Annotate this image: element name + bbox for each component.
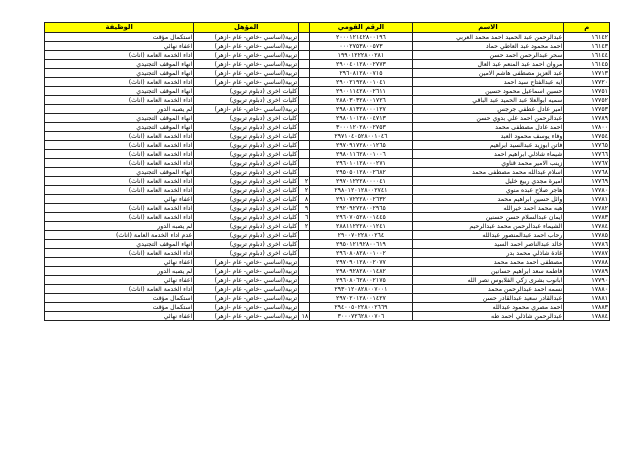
cell-job: اداء الخدمة العامة (اناث) bbox=[45, 186, 194, 195]
cell-national-id: ٢٩٨٠١٠١٢٨٠٠٤٧١٣ bbox=[310, 114, 412, 123]
cell-national-id: ٢٩٧٠٢٠١٢٨٠٠١٤٢٧ bbox=[310, 294, 412, 303]
table-row bbox=[45, 177, 610, 186]
cell-name: اسلام عبدالله محمد مصطفى محمد bbox=[412, 168, 564, 177]
cell-national-id: ٢٩٨٠٩٢٨٢٨٠٠١٤٨٢ bbox=[310, 267, 412, 276]
cell-code: ١٧٨٨١ bbox=[564, 294, 610, 303]
cell-job: انهاء الموقف التجنيدي bbox=[45, 87, 194, 96]
cell-qualification: كليات اخرى (دبلوم تربوي) bbox=[194, 141, 299, 150]
cell-qualification: تربية(اساسي -خاص- عام -ازهر) bbox=[194, 267, 299, 276]
cell-mark: ٢ bbox=[299, 222, 310, 231]
cell-job: اداء الخدمة العامة (اناث) bbox=[45, 78, 194, 87]
cell-mark bbox=[299, 303, 310, 312]
cell-code: ١٧٧٦٩ bbox=[564, 177, 610, 186]
table-row bbox=[45, 186, 610, 195]
cell-code: ١٧٧٥٣ bbox=[564, 105, 610, 114]
cell-qualification: تربية(اساسي -خاص- عام -ازهر) bbox=[194, 303, 299, 312]
cell-qualification: تربية(اساسي -خاص- عام -ازهر) bbox=[194, 312, 299, 321]
cell-national-id: ٢٩٥٠٥٠١٢٨٠٠٢٦٨٢ bbox=[310, 168, 412, 177]
cell-qualification: تربية(اساسي -خاص- عام -ازهر) bbox=[194, 69, 299, 78]
cell-job: اداء الخدمة العامة (اناث) bbox=[45, 177, 194, 186]
cell-name: وفاء يوسف محمود العبد bbox=[412, 132, 564, 141]
table-row bbox=[45, 114, 610, 123]
cell-mark bbox=[299, 141, 310, 150]
cell-name: احمد محمود عبد العاطي حماد bbox=[412, 42, 564, 51]
cell-national-id: ٢٩٠٠٢١٩٢٨٠٠١٠٤١ bbox=[310, 78, 412, 87]
table-row bbox=[45, 276, 610, 285]
cell-name: هبه محمد احمد خيرالله bbox=[412, 204, 564, 213]
cell-name: شيماء شاذلي ابراهيم احمد bbox=[412, 150, 564, 159]
cell-qualification: تربية(اساسي -خاص- عام -ازهر) bbox=[194, 42, 299, 51]
cell-mark: ٦ bbox=[299, 213, 310, 222]
cell-name: الشيماء عبدالرحمن محمد عبدالرحيم bbox=[412, 222, 564, 231]
cell-national-id: ٢٨٨١١٢٢٢٨٠٠١٢٤١ bbox=[310, 222, 412, 231]
cell-code: ١٧٧٨٧ bbox=[564, 249, 610, 258]
cell-mark bbox=[299, 150, 310, 159]
cell-name: هاجر صلاح عبده منوي bbox=[412, 186, 564, 195]
cell-qualification: كليات اخرى (دبلوم تربوي) bbox=[194, 213, 299, 222]
cell-job: انهاء الموقف التجنيدي bbox=[45, 114, 194, 123]
cell-mark bbox=[299, 294, 310, 303]
table-row bbox=[45, 267, 610, 276]
cell-job: انهاء الموقف التجنيدي bbox=[45, 240, 194, 249]
cell-mark bbox=[299, 114, 310, 123]
cell-mark bbox=[299, 33, 310, 42]
cell-mark: ٢ bbox=[299, 186, 310, 195]
cell-job: عدم اداء الخدمة العامة (اناث) bbox=[45, 231, 194, 240]
cell-national-id: ٢٩٤٠٠٥٠٢٢٨٠٠٢٦٦٩ bbox=[310, 303, 412, 312]
cell-job: انهاء الموقف التجنيدي bbox=[45, 168, 194, 177]
cell-code: ١٧٨٨٠ bbox=[564, 285, 610, 294]
cell-qualification: كليات اخرى (دبلوم تربوي) bbox=[194, 87, 299, 96]
cell-job: انهاء الموقف التجنيدي bbox=[45, 69, 194, 78]
cell-qualification: تربية(اساسي -خاص- عام -ازهر) bbox=[194, 33, 299, 42]
cell-code: ١٧٧٦٨ bbox=[564, 168, 610, 177]
cell-mark bbox=[299, 276, 310, 285]
cell-qualification: كليات اخرى (دبلوم تربوي) bbox=[194, 168, 299, 177]
cell-national-id: ٢٩٧٠٩٠١٢٨٠٠٢٠٧٧ bbox=[310, 258, 412, 267]
cell-name: رحاب احمد عبدالمنصور عبدالله bbox=[412, 231, 564, 240]
cell-qualification: كليات اخرى (دبلوم تربوي) bbox=[194, 159, 299, 168]
cell-national-id: ٢٩١٠٧٢٢٢٨٠٠٢٦٣٢ bbox=[310, 195, 412, 204]
cell-name: مصطفى احمد محمد محمد bbox=[412, 258, 564, 267]
cell-job: لم يصبه الدور bbox=[45, 267, 194, 276]
cell-mark: ٢ bbox=[299, 177, 310, 186]
cell-code: ١٧٧٦٥ bbox=[564, 141, 610, 150]
table-row bbox=[45, 42, 610, 51]
cell-name: عبدالرحمن شاذلي احمد طه bbox=[412, 312, 564, 321]
table-row bbox=[45, 87, 610, 96]
cell-qualification: كليات اخرى (دبلوم تربوي) bbox=[194, 195, 299, 204]
cell-qualification: كليات اخرى (دبلوم تربوي) bbox=[194, 240, 299, 249]
cell-national-id: ٢٩٦٠١٠١٢٨٠٠٠٢٧١ bbox=[310, 159, 412, 168]
cell-name: خالد عبدالناصر احمد السيد bbox=[412, 240, 564, 249]
cell-qualification: كليات اخرى (دبلوم تربوي) bbox=[194, 96, 299, 105]
cell-code: ١٧٧٨٤ bbox=[564, 222, 610, 231]
cell-mark bbox=[299, 159, 310, 168]
cell-mark bbox=[299, 96, 310, 105]
table-row bbox=[45, 312, 610, 321]
cell-national-id: ٢٩٧١٠٤٠٥٢٨٠٠١٠٤٦ bbox=[310, 132, 412, 141]
table-row bbox=[45, 303, 610, 312]
cell-mark bbox=[299, 249, 310, 258]
cell-code: ١٧٧٢٠ bbox=[564, 78, 610, 87]
table-row bbox=[45, 249, 610, 258]
cell-mark bbox=[299, 267, 310, 276]
cell-mark bbox=[299, 69, 310, 78]
cell-national-id: ٣٠٠٠١٢٠٢٨٠٠٢٧٥٣ bbox=[310, 123, 412, 132]
cell-name: سحر عبدالرحمن احمد حسن bbox=[412, 51, 564, 60]
cell-name: اميرة مجدي ربيع خليل bbox=[412, 177, 564, 186]
table-row bbox=[45, 285, 610, 294]
cell-mark bbox=[299, 60, 310, 69]
cell-mark bbox=[299, 132, 310, 141]
header-national-id: الرقم القومي bbox=[310, 23, 412, 33]
cell-code: ١٧٧٩٠ bbox=[564, 276, 610, 285]
table-row bbox=[45, 33, 610, 42]
cell-national-id: ٢٩٧٠١٢٢٢٨٠٠٠٠٤١ bbox=[310, 177, 412, 186]
table-row bbox=[45, 150, 610, 159]
cell-name: سميه ابوالعلا عبد الحميد عبد الباقي bbox=[412, 96, 564, 105]
cell-qualification: تربية(اساسي -خاص- عام -ازهر) bbox=[194, 294, 299, 303]
cell-code: ١٧٨٨٣ bbox=[564, 303, 610, 312]
cell-name: وائل حسين ابراهيم محمد bbox=[412, 195, 564, 204]
table-row bbox=[45, 258, 610, 267]
cell-mark bbox=[299, 105, 310, 114]
cell-name: مروان احمد عبد المنعم عبد العال bbox=[412, 60, 564, 69]
cell-job: اداء الخدمة العامة (اناث) bbox=[45, 132, 194, 141]
cell-code: ١٦١٤٢ bbox=[564, 33, 610, 42]
cell-name: احمد مصري محمود عبدالله bbox=[412, 303, 564, 312]
table-row bbox=[45, 294, 610, 303]
cell-qualification: كليات اخرى (دبلوم تربوي) bbox=[194, 114, 299, 123]
cell-job: اداء الخدمة العامة (اناث) bbox=[45, 96, 194, 105]
table-row bbox=[45, 159, 610, 168]
table-row bbox=[45, 123, 610, 132]
cell-name: عبدالرحمن احمد علي بدوي حسن bbox=[412, 114, 564, 123]
cell-code: ١٧٧٨٣ bbox=[564, 213, 610, 222]
cell-qualification: كليات اخرى (دبلوم تربوي) bbox=[194, 123, 299, 132]
cell-qualification: كليات اخرى (دبلوم تربوي) bbox=[194, 150, 299, 159]
header-job: الوظيفة bbox=[45, 23, 194, 33]
cell-code: ١٧٧٨٦ bbox=[564, 240, 610, 249]
table-row bbox=[45, 60, 610, 69]
header-row bbox=[45, 23, 610, 33]
cell-national-id: ٢٩٨٠٨١٣٢٨٠٠٠١٢٧ bbox=[310, 105, 412, 114]
cell-code: ١٧٧٥١ bbox=[564, 87, 610, 96]
cell-job: اداء الخدمة العامة (اناث) bbox=[45, 249, 194, 258]
cell-job: انهاء الموقف التجنيدي bbox=[45, 123, 194, 132]
cell-code: ١٧٧١٣ bbox=[564, 69, 610, 78]
cell-qualification: كليات اخرى (دبلوم تربوي) bbox=[194, 222, 299, 231]
cell-name: فاتن ابوزيد عبدالسيد ابراهيم bbox=[412, 141, 564, 150]
cell-national-id: ٢٩٨٠١١٦٢٨٠٠١٠٠٦ bbox=[310, 150, 412, 159]
cell-qualification: كليات اخرى (دبلوم تربوي) bbox=[194, 249, 299, 258]
cell-code: ١٦١٤٣ bbox=[564, 42, 610, 51]
cell-name: عبدالقادر سعيد عبدالقادر حسن bbox=[412, 294, 564, 303]
cell-code: ١٧٧٦٦ bbox=[564, 150, 610, 159]
cell-national-id: ٠٠٠٢٧٥٣٨٠٠٥٧٣ bbox=[310, 42, 412, 51]
cell-job: اعفاء نهائي bbox=[45, 312, 194, 321]
cell-qualification: تربية(اساسي -خاص- عام -ازهر) bbox=[194, 60, 299, 69]
table-row bbox=[45, 231, 610, 240]
cell-job: اداء الخدمة العامة (اناث) bbox=[45, 204, 194, 213]
cell-name: امير عادل عطفي جرجس bbox=[412, 105, 564, 114]
cell-national-id: ١٩٩٠١٢٢٢٨٠٠٢٨١ bbox=[310, 51, 412, 60]
table-row bbox=[45, 69, 610, 78]
cell-mark bbox=[299, 42, 310, 51]
cell-job: استكمال مؤقت bbox=[45, 294, 194, 303]
cell-qualification: تربية(اساسي -خاص- عام -ازهر) bbox=[194, 285, 299, 294]
cell-code: ١٧٧٥٢ bbox=[564, 96, 610, 105]
cell-job: اداء الخدمة العامة (اناث) bbox=[45, 285, 194, 294]
cell-code: ١٦١٤٤ bbox=[564, 51, 610, 60]
table-row bbox=[45, 141, 610, 150]
table-row bbox=[45, 105, 610, 114]
cell-job: اداء الخدمة العامة (اناث) bbox=[45, 51, 194, 60]
header-qualification: المؤهل bbox=[194, 23, 299, 33]
cell-job: استكمال مؤقت bbox=[45, 303, 194, 312]
cell-job: اداء الخدمة العامة (اناث) bbox=[45, 213, 194, 222]
cell-mark bbox=[299, 231, 310, 240]
cell-job: اداء الخدمة العامة (اناث) bbox=[45, 150, 194, 159]
cell-mark: ٩ bbox=[299, 204, 310, 213]
cell-name: ايه عبدالفتاح سيد احمد bbox=[412, 78, 564, 87]
table-row bbox=[45, 168, 610, 177]
cell-code: ١٧٧٥٤ bbox=[564, 132, 610, 141]
table-row bbox=[45, 78, 610, 87]
cell-name: ايمان عبدالسلام حسن حسنين bbox=[412, 213, 564, 222]
cell-qualification: تربية(اساسي -خاص- عام -ازهر) bbox=[194, 258, 299, 267]
header-code: م bbox=[564, 23, 610, 33]
cell-national-id: ٢٨٨٠٣٠٣٢٨٠٠١٧٢٦ bbox=[310, 96, 412, 105]
cell-national-id: ٢٩٠٠١١٤٢٨٠٠٢٦١١ bbox=[310, 87, 412, 96]
cell-mark bbox=[299, 78, 310, 87]
cell-job: انهاء الموقف التجنيدي bbox=[45, 60, 194, 69]
cell-code: ١٧٧٨١ bbox=[564, 195, 610, 204]
cell-qualification: تربية(اساسي -خاص- عام -ازهر) bbox=[194, 105, 299, 114]
cell-name: فاطمة سعد ابراهيم حسانين bbox=[412, 267, 564, 276]
cell-name: احمد عادل مصطفى محمد bbox=[412, 123, 564, 132]
table-row bbox=[45, 96, 610, 105]
cell-code: ١٧٧٨٠ bbox=[564, 186, 610, 195]
cell-mark bbox=[299, 87, 310, 96]
table-row bbox=[45, 51, 610, 60]
cell-national-id: ٢٩٣٠١٢٠٨٢٨٠٠٧٠٠١ bbox=[310, 285, 412, 294]
table-row bbox=[45, 132, 610, 141]
cell-code: ١٧٧٨٨ bbox=[564, 258, 610, 267]
cell-qualification: تربية(اساسي -خاص- عام -ازهر) bbox=[194, 51, 299, 60]
cell-code: ١٧٧٨٩ bbox=[564, 267, 610, 276]
cell-mark bbox=[299, 258, 310, 267]
cell-national-id: ٢٩٦٠٨٠٨٢٨٠٠١٠٠٢ bbox=[310, 249, 412, 258]
table-row bbox=[45, 240, 610, 249]
cell-job: اعفاء نهائي bbox=[45, 42, 194, 51]
cell-code: ١٧٧٨٩ bbox=[564, 114, 610, 123]
cell-code: ١٦١٤٥ bbox=[564, 60, 610, 69]
cell-national-id: ٢٩٠٠٤٠١٢٨٠٠٢٧٧٣ bbox=[310, 60, 412, 69]
cell-national-id: ٣٠٠٠٧٢٦٢٨٠٠٧٠٦ bbox=[310, 312, 412, 321]
header-blank bbox=[299, 23, 310, 33]
cell-name: ابانوب بشرى زكي الفلابوس نصر الله bbox=[412, 276, 564, 285]
table-row bbox=[45, 204, 610, 213]
cell-national-id: ٢٩٦٠٨١٢٨٠٠٧١٥ bbox=[310, 69, 412, 78]
cell-mark: ٨ bbox=[299, 195, 310, 204]
cell-national-id: ٢٠٠٠١٢١٤٢٨٠٠١٩٦ bbox=[310, 33, 412, 42]
cell-name: نسمه احمد عبدالرحمن محمد bbox=[412, 285, 564, 294]
cell-national-id: ٢٩٢٠٩٢٧٢٨٠٠٢٩٦٥ bbox=[310, 204, 412, 213]
cell-national-id: ٢٩٦٠٧٠٥٢٨٠٠١٤٤٥ bbox=[310, 213, 412, 222]
cell-job: لم يصبه الدور bbox=[45, 105, 194, 114]
cell-qualification: كليات اخرى (دبلوم تربوي) bbox=[194, 132, 299, 141]
cell-qualification: تربية(اساسي -خاص- عام -ازهر) bbox=[194, 276, 299, 285]
cell-name: حسين اسماعيل محمود حسين bbox=[412, 87, 564, 96]
cell-name: عبد العزيز مصطفى هاشم الامين bbox=[412, 69, 564, 78]
table-row bbox=[45, 213, 610, 222]
cell-mark bbox=[299, 168, 310, 177]
cell-code: ١٧٨٠٠ bbox=[564, 123, 610, 132]
cell-national-id: ٢٩٧٠٩١٧٢٨٠٠١٢٦٥ bbox=[310, 141, 412, 150]
cell-job: اعفاء نهائي bbox=[45, 258, 194, 267]
data-table bbox=[44, 22, 610, 321]
cell-job: اعفاء نهائي bbox=[45, 195, 194, 204]
cell-name: زينب الامير محمد قناوي bbox=[412, 159, 564, 168]
cell-code: ١٧٨٨٤ bbox=[564, 312, 610, 321]
cell-job: استكمال مؤقت bbox=[45, 33, 194, 42]
cell-national-id: ٢٩٨٠١٢٠١٢٨٠٠٢٧٤١ bbox=[310, 186, 412, 195]
cell-job: اعفاء نهائي bbox=[45, 276, 194, 285]
cell-national-id: ٢٩٥٠١٢١٩٢٨٠٠٦١٩ bbox=[310, 240, 412, 249]
cell-mark bbox=[299, 51, 310, 60]
cell-mark bbox=[299, 123, 310, 132]
cell-qualification: كليات اخرى (دبلوم تربوي) bbox=[194, 186, 299, 195]
cell-qualification: تربية(اساسي -خاص- عام -ازهر) bbox=[194, 78, 299, 87]
cell-job: اداء الخدمة العامة (اناث) bbox=[45, 159, 194, 168]
cell-mark bbox=[299, 285, 310, 294]
cell-code: ١٧٧٦٧ bbox=[564, 159, 610, 168]
cell-job: اداء الخدمة العامة (اناث) bbox=[45, 141, 194, 150]
cell-qualification: كليات اخرى (دبلوم تربوي) bbox=[194, 204, 299, 213]
cell-qualification: كليات اخرى (دبلوم تربوي) bbox=[194, 231, 299, 240]
cell-code: ١٧٧٨٥ bbox=[564, 231, 610, 240]
cell-national-id: ٢٩٦٠٨٠٦٢٨٠٠٢١٧٥ bbox=[310, 276, 412, 285]
cell-job: لم يصبه الدور bbox=[45, 222, 194, 231]
cell-mark: ١٨ bbox=[299, 312, 310, 321]
header-name: الاسم bbox=[412, 23, 564, 33]
cell-name: عبدالرحمن عبد الحميد احمد محمد العربي bbox=[412, 33, 564, 42]
cell-code: ١٧٧٨٢ bbox=[564, 204, 610, 213]
cell-qualification: كليات اخرى (دبلوم تربوي) bbox=[194, 177, 299, 186]
table-row bbox=[45, 222, 610, 231]
cell-national-id: ٢٩٠٠٧٠٢٢٨٠٠٢٦٤ bbox=[310, 231, 412, 240]
cell-mark bbox=[299, 240, 310, 249]
table-row bbox=[45, 195, 610, 204]
cell-name: غادة شاذلي محمد بدر bbox=[412, 249, 564, 258]
